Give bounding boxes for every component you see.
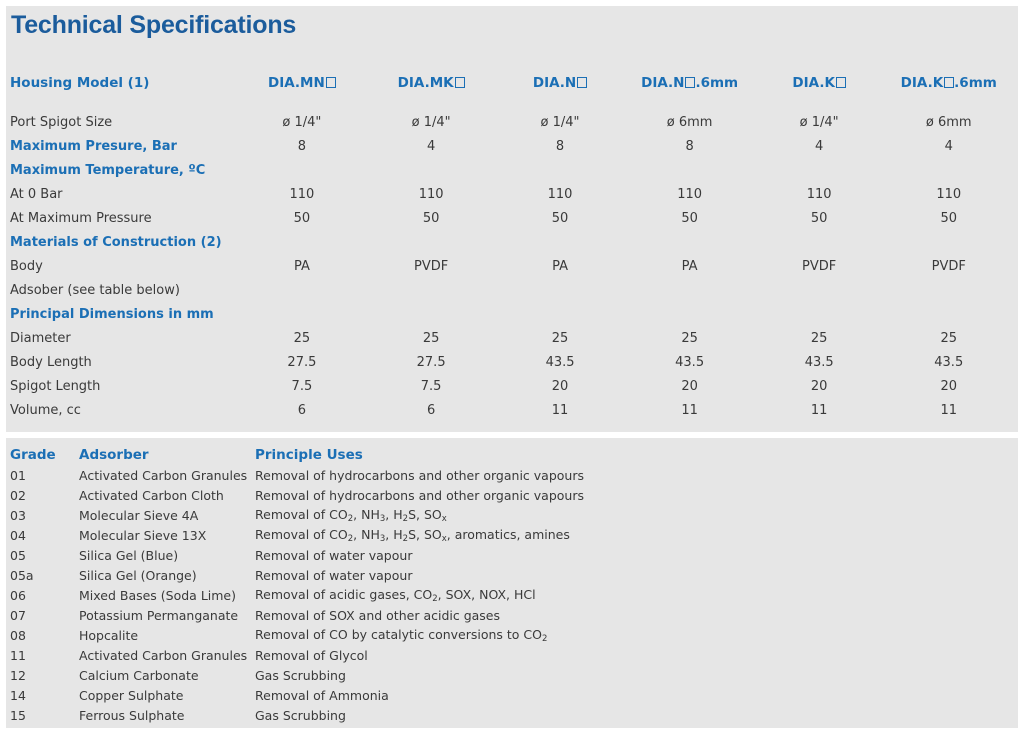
grade-cell: 06	[10, 587, 26, 603]
adsorber-column-header: Principle Uses	[255, 446, 363, 463]
spec-value	[755, 278, 884, 302]
adsorber-row	[10, 485, 584, 505]
model-name: DIA.MN	[268, 75, 325, 91]
adsorber-row	[10, 645, 584, 665]
placeholder-box-icon	[836, 77, 846, 88]
spec-row	[10, 374, 1014, 398]
spec-row	[10, 398, 1014, 422]
spec-row	[10, 110, 1014, 134]
spec-value: 20	[681, 378, 698, 394]
adsorber-cell: Silica Gel (Orange)	[79, 567, 197, 583]
spec-value	[883, 158, 1014, 182]
spec-label: Port Spigot Size	[10, 114, 113, 130]
spec-value: 6	[426, 402, 436, 418]
spec-value: 4	[426, 138, 436, 154]
use-cell: Gas Scrubbing	[255, 707, 346, 723]
spec-section-label: Principal Dimensions in mm	[10, 306, 214, 322]
spec-value: PA	[681, 258, 698, 274]
adsorber-column-header: Adsorber	[79, 446, 149, 463]
adsorber-cell: Molecular Sieve 4A	[79, 507, 199, 523]
model-suffix: .6mm	[954, 75, 997, 91]
spec-value: 43.5	[675, 354, 705, 370]
spec-value: 8	[685, 138, 694, 154]
use-cell: Removal of water vapour	[255, 547, 413, 563]
spec-section-label: Maximum Presure, Bar	[10, 138, 177, 154]
spec-value: 25	[422, 330, 440, 346]
adsorber-cell: Ferrous Sulphate	[79, 707, 185, 723]
spec-value: 20	[940, 378, 958, 394]
adsorber-row	[10, 465, 584, 485]
spec-value	[496, 302, 625, 326]
adsorber-row	[10, 625, 584, 645]
housing-model-label: Housing Model (1)	[10, 75, 150, 91]
spec-value: 50	[681, 210, 698, 226]
spec-value: 110	[806, 186, 832, 202]
spec-value	[883, 278, 1014, 302]
spec-row	[10, 182, 1014, 206]
spec-value: ø 6mm	[666, 114, 713, 130]
spec-value: 25	[293, 330, 311, 346]
housing-model-header-row	[10, 70, 1014, 96]
use-cell: Gas Scrubbing	[255, 667, 346, 683]
spec-value: 50	[293, 210, 311, 226]
spec-value	[496, 230, 625, 254]
spec-value: 25	[681, 330, 698, 346]
spec-label: Volume, cc	[10, 402, 81, 418]
adsorber-cell: Activated Carbon Granules	[79, 467, 248, 483]
spec-value: PA	[552, 258, 568, 274]
spec-value	[624, 278, 754, 302]
spec-value: 110	[936, 186, 962, 202]
spec-label: Diameter	[10, 330, 71, 346]
spec-value	[237, 302, 366, 326]
grade-cell: 08	[10, 627, 26, 643]
use-cell: Removal of $CO_2$, $NH_3$, $H_2S$, $SO_x$	[255, 506, 447, 524]
spec-value	[367, 230, 496, 254]
spec-value	[367, 302, 496, 326]
placeholder-box-icon	[455, 77, 465, 88]
spec-value	[624, 158, 754, 182]
model-header	[367, 70, 496, 96]
spec-value: PVDF	[802, 258, 837, 274]
grade-cell: 01	[10, 467, 26, 483]
spec-value: 11	[551, 402, 569, 418]
use-cell: Removal of Ammonia	[255, 687, 389, 703]
use-cell: Removal of hydrocarbons and other organic vapours	[255, 467, 584, 483]
spec-label: Body Length	[10, 354, 92, 370]
spec-value	[367, 158, 496, 182]
spec-value	[496, 158, 625, 182]
spec-value: PVDF	[414, 258, 449, 274]
spec-value: 25	[551, 330, 569, 346]
spec-row	[10, 254, 1014, 278]
page-title: Technical Specifications	[11, 11, 297, 39]
grade-cell: 15	[10, 707, 26, 723]
grade-cell: 12	[10, 667, 26, 683]
adsorber-cell: Hopcalite	[79, 627, 139, 643]
use-cell: Removal of acidic gases, $CO_2$, SOX, NOX, HCl	[255, 586, 536, 604]
grade-cell: 02	[10, 487, 26, 503]
spec-value	[755, 230, 884, 254]
use-cell: Removal of water vapour	[255, 567, 413, 583]
spec-row	[10, 350, 1014, 374]
adsorber-row	[10, 605, 584, 625]
model-header	[496, 70, 625, 96]
adsorber-row	[10, 565, 584, 585]
grade-cell: 04	[10, 527, 26, 543]
model-header	[883, 70, 1014, 96]
adsorber-cell: Mixed Bases (Soda Lime)	[79, 587, 237, 603]
adsorber-cell: Copper Sulphate	[79, 687, 184, 703]
spec-value	[237, 230, 366, 254]
model-header	[237, 70, 366, 96]
spec-value: 8	[555, 138, 565, 154]
model-name: DIA.K	[900, 75, 944, 91]
spec-value: 43.5	[934, 354, 964, 370]
adsorber-row	[10, 525, 584, 545]
adsorber-cell: Calcium Carbonate	[79, 667, 199, 683]
spec-value	[755, 158, 884, 182]
adsorber-cell: Molecular Sieve 13X	[79, 527, 207, 543]
spec-label: At 0 Bar	[10, 186, 63, 202]
spec-row	[10, 230, 1014, 254]
use-cell: Removal of hydrocarbons and other organic vapours	[255, 487, 584, 503]
spec-value: 110	[418, 186, 444, 202]
spec-value: 50	[940, 210, 958, 226]
specifications-table	[10, 70, 1014, 422]
adsorber-row	[10, 705, 584, 725]
spec-row	[10, 206, 1014, 230]
placeholder-box-icon	[944, 77, 954, 88]
spec-value: 25	[810, 330, 828, 346]
model-header	[755, 70, 884, 96]
spec-value: 43.5	[545, 354, 575, 370]
grade-cell: 11	[10, 647, 26, 663]
spec-value: ø 6mm	[925, 114, 972, 130]
adsorber-table	[10, 444, 584, 725]
spec-value: 43.5	[804, 354, 834, 370]
spec-row	[10, 278, 1014, 302]
model-name: DIA.N	[641, 75, 685, 91]
spec-section-label: Materials of Construction (2)	[10, 234, 222, 250]
spec-value	[237, 278, 366, 302]
use-cell: Removal of $CO_2$, $NH_3$, $H_2S$, $SO_x$, aromatics, amines	[255, 526, 570, 544]
spec-row	[10, 158, 1014, 182]
adsorber-cell: Activated Carbon Granules	[79, 647, 248, 663]
spec-value: 110	[677, 186, 703, 202]
spec-label: Body	[10, 258, 43, 274]
spec-value	[624, 302, 754, 326]
spec-value: 11	[681, 402, 698, 418]
model-header	[624, 70, 754, 96]
spec-value: 7.5	[420, 378, 442, 394]
spec-value: 50	[551, 210, 569, 226]
adsorber-row	[10, 665, 584, 685]
spec-value: 4	[815, 138, 824, 154]
spec-value: 7.5	[291, 378, 313, 394]
spec-value: 110	[547, 186, 573, 202]
spec-value: 50	[810, 210, 828, 226]
adsorber-row	[10, 685, 584, 705]
placeholder-box-icon	[326, 77, 336, 88]
spec-label: Spigot Length	[10, 378, 101, 394]
placeholder-box-icon	[685, 77, 695, 88]
spec-value	[367, 278, 496, 302]
spec-value	[237, 158, 366, 182]
spec-value	[883, 230, 1014, 254]
model-name: DIA.MK	[397, 75, 454, 91]
adsorber-cell: Potassium Permanganate	[79, 607, 239, 623]
spec-value: 4	[944, 138, 953, 154]
spec-value: 25	[940, 330, 958, 346]
adsorber-cell: Activated Carbon Cloth	[79, 487, 224, 503]
spec-value: 27.5	[287, 354, 317, 370]
spec-value: 20	[551, 378, 569, 394]
model-suffix: .6mm	[695, 75, 739, 91]
spec-section-label: Maximum Temperature, ºC	[10, 162, 206, 178]
grade-cell: 05a	[10, 567, 34, 583]
spec-value: 50	[422, 210, 440, 226]
spec-value	[755, 302, 884, 326]
model-name: DIA.K	[792, 75, 835, 91]
spec-row	[10, 302, 1014, 326]
adsorber-row	[10, 545, 584, 565]
adsorber-row	[10, 505, 584, 525]
use-cell: Removal of CO by catalytic conversions to $CO_2$	[255, 626, 548, 644]
spec-value: ø 1/4"	[799, 114, 839, 130]
spec-value	[883, 302, 1014, 326]
spec-value: ø 1/4"	[282, 114, 322, 130]
grade-cell: 03	[10, 507, 26, 523]
spec-value: 8	[297, 138, 307, 154]
spec-value: ø 1/4"	[411, 114, 451, 130]
spec-value: 6	[297, 402, 307, 418]
spec-row	[10, 134, 1014, 158]
spec-value	[624, 230, 754, 254]
spec-value: 11	[810, 402, 828, 418]
grade-cell: 07	[10, 607, 26, 623]
spec-value: 27.5	[416, 354, 446, 370]
use-cell: Removal of SOX and other acidic gases	[255, 607, 501, 623]
spec-value: ø 1/4"	[540, 114, 580, 130]
spec-value	[496, 278, 625, 302]
spec-value: 11	[940, 402, 958, 418]
model-name: DIA.N	[532, 75, 577, 91]
adsorber-cell: Silica Gel (Blue)	[79, 547, 179, 563]
use-cell: Removal of Glycol	[255, 647, 368, 663]
spec-value: PA	[293, 258, 310, 274]
spec-value: PVDF	[931, 258, 966, 274]
grade-cell: 14	[10, 687, 26, 703]
placeholder-box-icon	[577, 77, 587, 88]
adsorber-row	[10, 585, 584, 605]
spec-value: 110	[289, 186, 315, 202]
spec-label: Adsober (see table below)	[10, 282, 180, 298]
adsorber-header-row	[10, 444, 584, 465]
spec-label: At Maximum Pressure	[10, 210, 152, 226]
adsorber-column-header: Grade	[10, 446, 56, 463]
grade-cell: 05	[10, 547, 26, 563]
spec-value: 20	[810, 378, 828, 394]
spec-row	[10, 326, 1014, 350]
